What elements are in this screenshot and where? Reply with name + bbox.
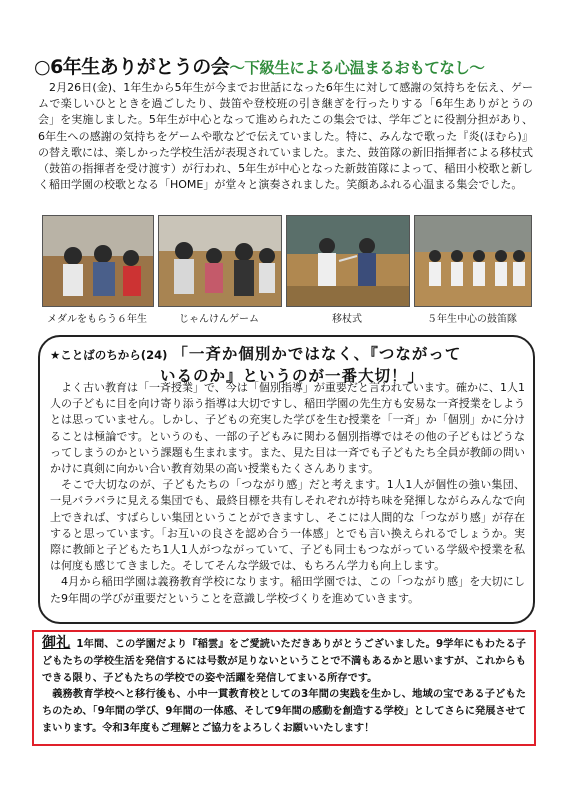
photo-medal — [42, 215, 154, 307]
kotoba-paragraph: よく古い教育は「一斉授業」で、今は「個別指導」が重要だと言われています。確かに、1人1人の子どもに目を向け寄り添う指導は大切ですし、稲田学園の先生方も安易な一斉授業をしようとは思っていません。しかし、子どもの充実した学びを生む授業を「一斉」か「個別」かに分けることは極論です。というのも、一部の子どもみに関わる個別指導ではその他の子どもはどうなってしまうのかという課題も生まれます。また、見た目は一斉でも子どもたち全員が教師の問いかけに真剣に向かい合い教育効果の高い授業もたくさんあります。 — [50, 381, 525, 476]
title-subtitle: ～下級生による心温まるおもてなし～ — [229, 59, 485, 77]
section1-paragraph: 2月26日(金)、1年生から5年生が今までお世話になった6年生に対して感謝の気持ちを伝え、ゲームで楽しいひとときを過ごしたり、鼓笛や登校班の引き継ぎを行ったりする「6年生ありがとうの会」を実施しました。5年生が中心となって進められたこの集会では、学年ごとに役割分担があり、6年生への感謝の気持ちをゲームや歌などで伝えていました。特に、みんなで歌った『炎(ほむら)』の替え歌には、楽しかった学校生活が表現されていました。また、鼓笛隊の新旧指揮者による移杖式（鼓笛の指揮者を受け渡す）が行われ、5年生が中心となった新鼓笛隊によって、稲田小校歌と新しく稲田学園の校歌となる「HOME」が堂々と演奏されました。笑顔あふれる心温まる集会でした。 — [38, 81, 533, 192]
photo-caption: 移杖式 — [332, 314, 362, 325]
thanks-label: 御礼 — [42, 635, 71, 651]
kotoba-paragraph: 4月から稲田学園は義務教育学校になります。稲田学園では、この「つながり感」を大切にした9年間の学びが重要だということを意識し学校づくりを進めていきます。 — [50, 575, 525, 605]
photo-koteki — [414, 215, 532, 307]
kotoba-paragraph: そこで大切なのが、子どもたちの「つながり感」だと考えます。1人1人が個性の強い集団、一見バラバラに見える集団でも、最終目標を共有しそれぞれが持ち味を発揮しながらみんなで向上できれば、すばらしい集団ということができますし、そこには人間的な「つながり感」が存在すると思っています。「お互いの良さを認め合う一体感」とでも言い換えられるでしょうか。実際に教師と子どもたち1人1人がつながっていて、子ども同士もつながっている学級や授業を私は何度も感じてきました。そしてそんな学級では、もちろん学力も向上します。 — [50, 478, 525, 573]
photo-caption: じゃんけんゲーム — [179, 314, 259, 325]
kotoba-body — [50, 380, 525, 607]
section-title — [34, 52, 484, 79]
thanks-line-1: 1年間、この学園だより『稲雲』をご愛読いただきありがとうございました。9学年にもわたる子どもたちの学校生活を発信するには号数が足りないということで不満もあるかと思いますが、これからもできる限り、子どもたちの学校での姿や活躍を発信してまいる所存です。 — [42, 639, 526, 684]
kotoba-label: ★ことばのちから(24) — [50, 348, 168, 362]
section1-body — [38, 80, 533, 193]
thanks-line-2: 義務教育学校へと移行後も、小中一貫教育校としての3年間の実践を生かし、地域の宝である子どもたちのため、「9年間の学び、9年間の一体感、そして9年間の感動を創造する学校」としてさらに発展させてまいります。令和3年度もご理解とご協力をよろしくお願いいたします！ — [42, 689, 526, 734]
kotoba-headline-2: いるのか』というのが一番大切！」 — [160, 367, 425, 385]
photo-ijoushiki — [286, 215, 410, 307]
title-main: ○6年生ありがとうの会 — [34, 56, 230, 78]
thanks-body — [42, 635, 526, 738]
kotoba-headline-1: 「一斉か個別かではなく、『つながって — [172, 345, 462, 363]
photo-caption: メダルをもらう６年生 — [47, 314, 147, 325]
photo-caption: ５年生中心の鼓笛隊 — [427, 314, 517, 325]
photo-janken — [158, 215, 282, 307]
